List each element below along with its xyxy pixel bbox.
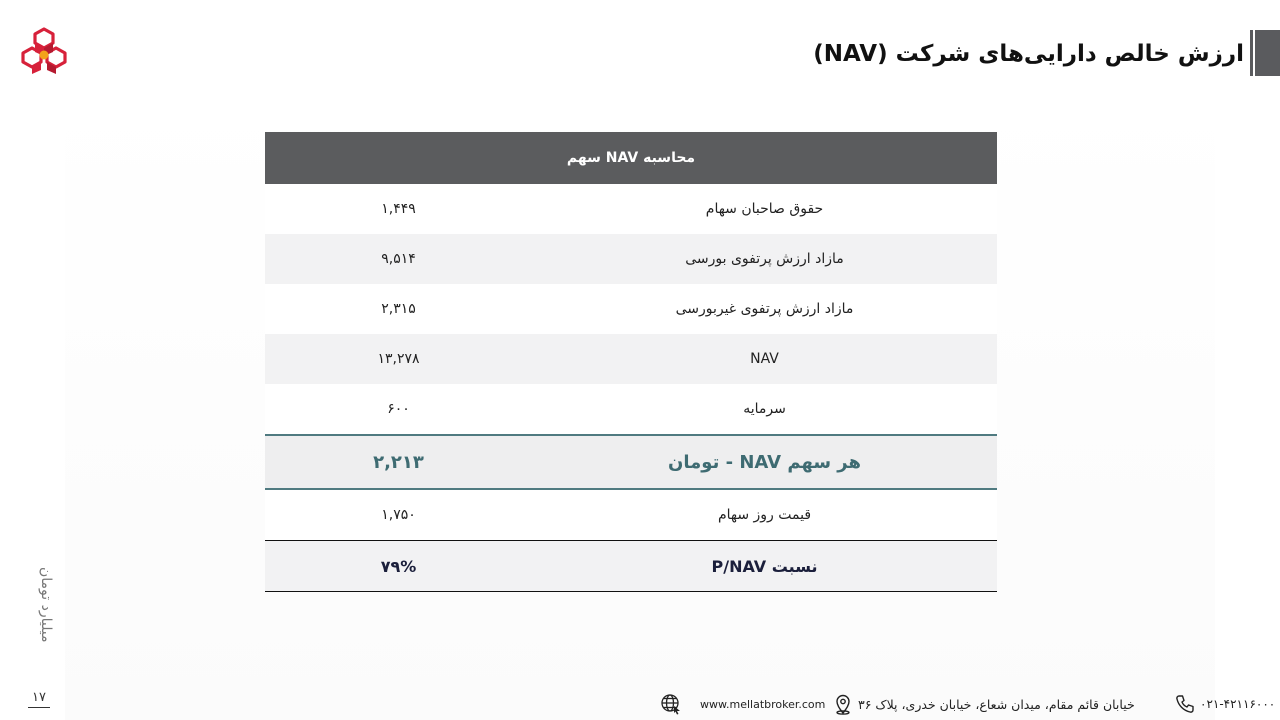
phone-block xyxy=(1174,692,1275,716)
table-row xyxy=(265,334,997,384)
share-price-value: ۱,۷۵۰ xyxy=(265,489,532,541)
table-heading: محاسبه NAV سهم xyxy=(265,132,997,184)
nav-calculation-table xyxy=(265,132,997,592)
row-label: مازاد ارزش پرتفوی بورسی xyxy=(532,234,997,284)
nav-per-share-label: هر سهم NAV - تومان xyxy=(532,435,997,489)
row-label: حقوق صاحبان سهام xyxy=(532,184,997,234)
mellat-broker-logo-icon xyxy=(20,26,68,76)
table-row xyxy=(265,234,997,284)
p-nav-ratio-row xyxy=(265,541,997,592)
table-row xyxy=(265,384,997,435)
row-value: ۶۰۰ xyxy=(265,384,532,435)
row-value: ۲,۳۱۵ xyxy=(265,284,532,334)
nav-per-share-value: ۲,۲۱۳ xyxy=(265,435,532,489)
unit-label: میلیارد تومان xyxy=(38,567,54,643)
row-value: ۱۳,۲۷۸ xyxy=(265,334,532,384)
address-block xyxy=(832,692,1135,716)
row-label: NAV xyxy=(532,334,997,384)
p-nav-ratio-value: ۷۹% xyxy=(265,541,532,592)
share-price-label: قیمت روز سهام xyxy=(532,489,997,541)
p-nav-ratio-label: نسبت P/NAV xyxy=(532,541,997,592)
table-header-row xyxy=(265,132,997,184)
phone-icon xyxy=(1174,693,1196,715)
table-row xyxy=(265,284,997,334)
phone-number: ۰۲۱-۴۲۱۱۶۰۰۰ xyxy=(1200,697,1276,711)
globe-icon xyxy=(660,693,682,715)
website-link[interactable]: www.mellatbroker.com xyxy=(700,697,826,711)
website-block xyxy=(660,692,825,716)
title-accent-bar xyxy=(1255,30,1280,76)
row-value: ۹,۵۱۴ xyxy=(265,234,532,284)
page-title: ارزش خالص دارایی‌های شرکت (NAV) xyxy=(813,41,1244,67)
page-number: ۱۷ xyxy=(28,690,50,708)
share-price-row xyxy=(265,489,997,541)
table-row xyxy=(265,184,997,234)
row-value: ۱,۴۴۹ xyxy=(265,184,532,234)
nav-per-share-row xyxy=(265,435,997,489)
office-address: خیابان قائم مقام، میدان شعاع، خیابان خدری، پلاک ۳۶ xyxy=(858,696,1135,712)
location-pin-icon xyxy=(832,693,854,715)
row-label: مازاد ارزش پرتفوی غیربورسی xyxy=(532,284,997,334)
row-label: سرمایه xyxy=(532,384,997,435)
